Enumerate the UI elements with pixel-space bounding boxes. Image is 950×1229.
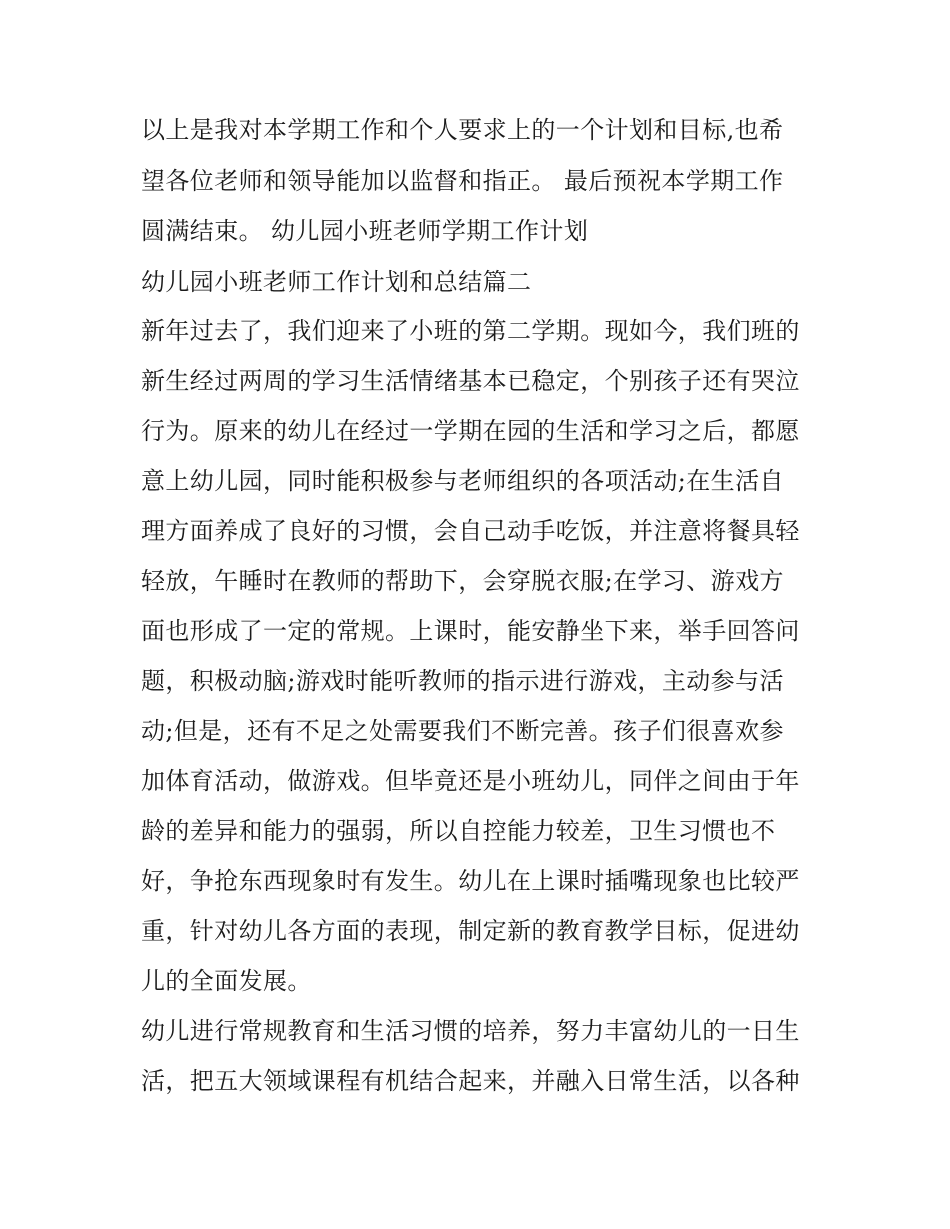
text-line: 理方面养成了良好的习惯，会自己动手吃饭，并注意将餐具轻	[141, 517, 800, 545]
text-line: 题，积极动脑;游戏时能听教师的指示进行游戏，主动参与活	[141, 667, 784, 695]
text-line: 行为。原来的幼儿在经过一学期在园的生活和学习之后，都愿	[141, 417, 800, 445]
text-line: 新年过去了，我们迎来了小班的第二学期。现如今，我们班的	[141, 317, 800, 345]
text-line: 幼儿进行常规教育和生活习惯的培养，努力丰富幼儿的一日生	[141, 1017, 800, 1045]
text-line: 龄的差异和能力的强弱，所以自控能力较差，卫生习惯也不	[141, 817, 776, 845]
text-line: 圆满结束。 幼儿园小班老师学期工作计划	[141, 217, 589, 245]
text-line: 以上是我对本学期工作和个人要求上的一个计划和目标,也希	[141, 116, 784, 144]
section-heading: 幼儿园小班老师工作计划和总结篇二	[141, 268, 532, 296]
text-line: 意上幼儿园，同时能积极参与老师组织的各项活动;在生活自	[141, 467, 784, 495]
text-line: 活，把五大领域课程有机结合起来，并融入日常生活，以各种	[141, 1067, 800, 1095]
text-line: 加体育活动，做游戏。但毕竟还是小班幼儿，同伴之间由于年	[141, 767, 800, 795]
text-line: 重，针对幼儿各方面的表现，制定新的教育教学目标，促进幼	[141, 917, 800, 945]
text-line: 轻放，午睡时在教师的帮助下，会穿脱衣服;在学习、游戏方	[141, 567, 784, 595]
text-line: 新生经过两周的学习生活情绪基本已稳定，个别孩子还有哭泣	[141, 367, 800, 395]
text-line: 面也形成了一定的常规。上课时，能安静坐下来，举手回答问	[141, 617, 800, 645]
text-line: 望各位老师和领导能加以监督和指正。 最后预祝本学期工作	[141, 167, 784, 195]
text-line: 动;但是，还有不足之处需要我们不断完善。孩子们很喜欢参	[141, 717, 784, 745]
text-line: 儿的全面发展。	[141, 967, 312, 995]
text-line: 好，争抢东西现象时有发生。幼儿在上课时插嘴现象也比较严	[141, 867, 800, 895]
